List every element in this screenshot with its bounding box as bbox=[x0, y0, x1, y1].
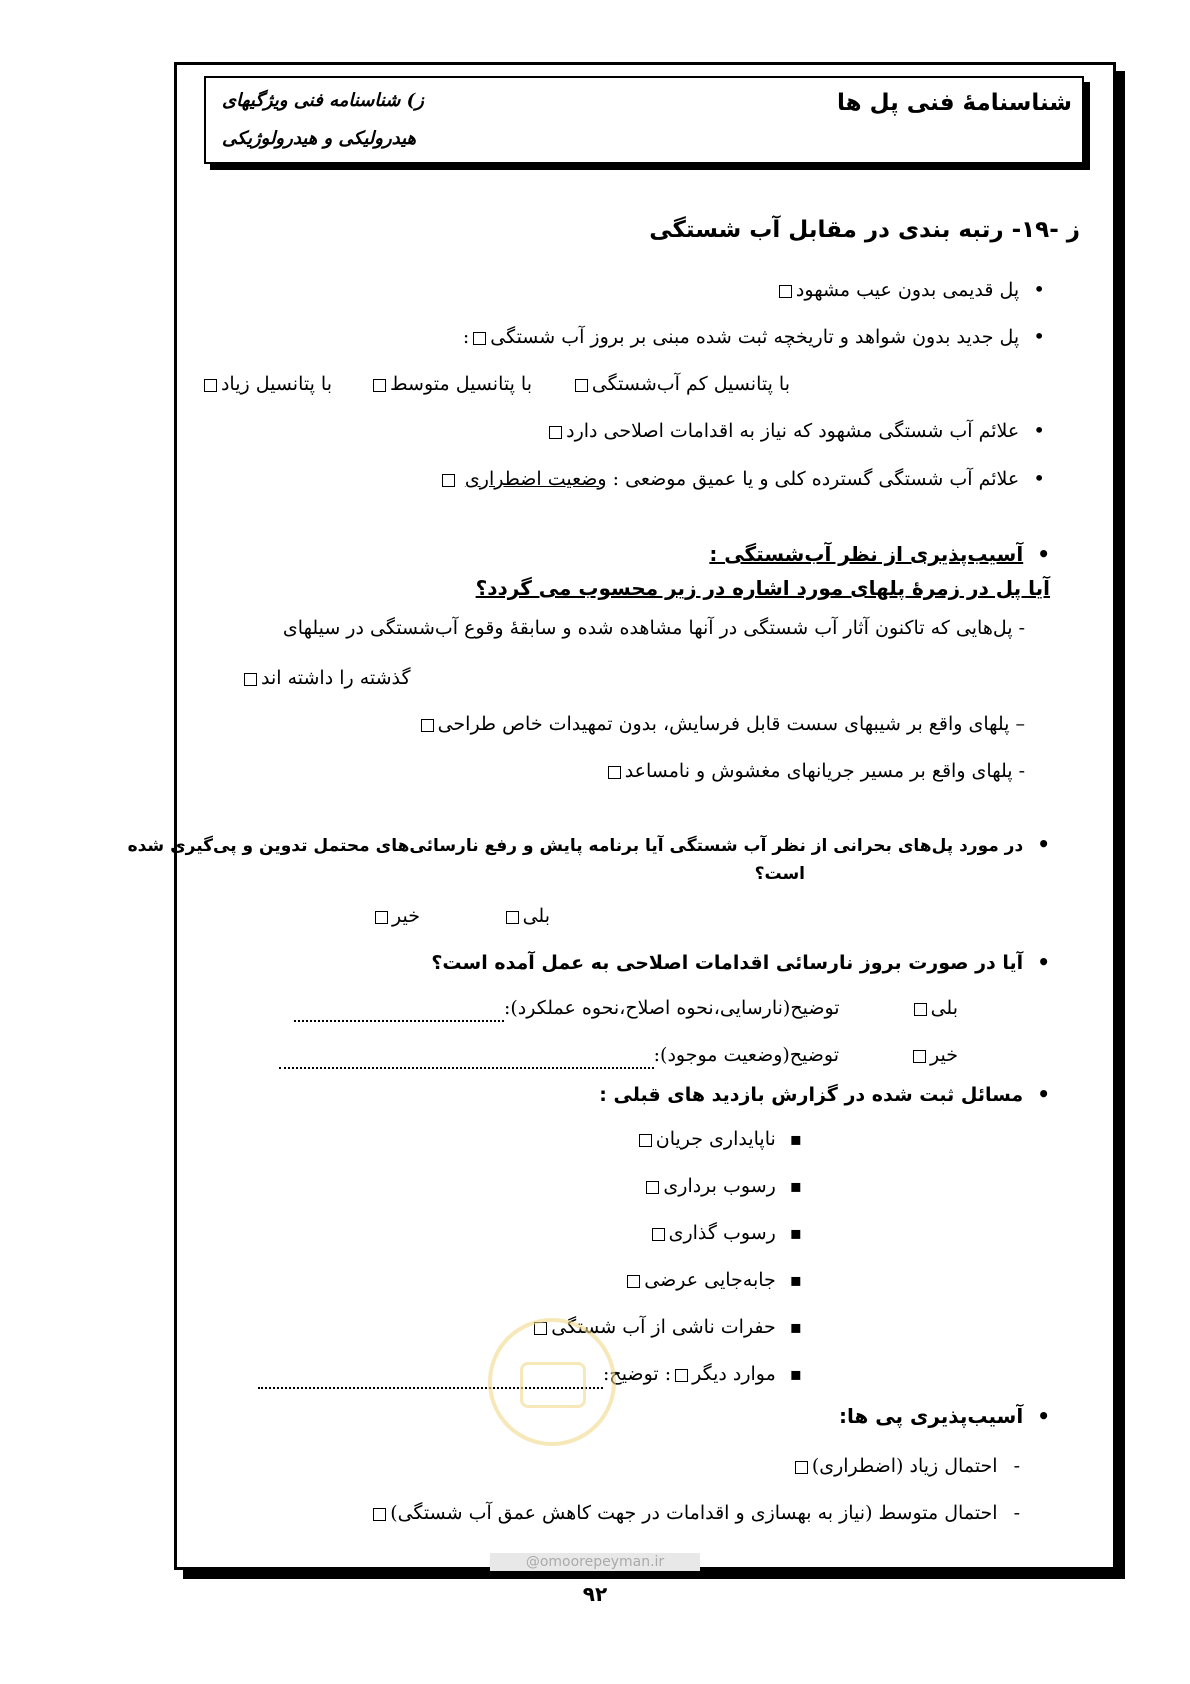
corrective-question: • آیا در صورت بروز نارسائی اقدامات اصلاحی به عمل آمده است؟ bbox=[431, 948, 1050, 977]
section-subtitle-line1: ز) شناسنامه فنی ویژگیهای bbox=[222, 90, 424, 111]
foundation-high: -احتمال زیاد (اضطراری) bbox=[791, 1452, 1020, 1480]
section-subtitle-line2: هیدرولیکی و هیدرولوژیکی bbox=[222, 128, 417, 149]
critical-question-line1: • در مورد پل‌های بحرانی از نظر آب شستگی آیا برنامه پایش و رفع نارسائی‌های محتمل تدوین و پی‌گیری شده bbox=[128, 830, 1050, 860]
issue-other: ▪ موارد دیگر: توضیح: bbox=[258, 1360, 802, 1389]
issue-item: ▪ رسوب برداری bbox=[642, 1172, 802, 1201]
issues-title: • مسائل ثبت شده در گزارش بازدید های قبلی : bbox=[599, 1080, 1050, 1109]
watermark-seal-icon bbox=[488, 1318, 616, 1446]
critical-yes: بلی bbox=[502, 902, 550, 930]
checkbox[interactable] bbox=[627, 1275, 640, 1288]
checkbox[interactable] bbox=[373, 379, 386, 392]
critical-question-line2: است؟ bbox=[754, 864, 805, 884]
vulnerability-question: آیا پل در زمرهٔ پلهای مورد اشاره در زیر محسوب می گردد؟ bbox=[475, 576, 1050, 600]
vulnerability-option-1-line2: گذشته را داشته اند bbox=[240, 664, 1025, 692]
checkbox[interactable] bbox=[575, 379, 588, 392]
critical-no: خیر bbox=[371, 902, 420, 930]
checkbox[interactable] bbox=[675, 1369, 688, 1382]
checkbox[interactable] bbox=[652, 1228, 665, 1241]
checkbox[interactable] bbox=[914, 1003, 927, 1016]
vulnerability-title: • آسیب‌پذیری از نظر آب‌شستگی : bbox=[709, 540, 1050, 568]
checkbox[interactable] bbox=[639, 1134, 652, 1147]
vulnerability-option-1-line1: - پل‌هایی که تاکنون آثار آب شستگی در آنها مشاهده شده و سابقهٔ وقوع آب‌شستگی در سیلهای bbox=[282, 617, 1025, 639]
issue-item: ▪ حفرات ناشی از آب شستگی bbox=[530, 1313, 802, 1342]
rating-item-2: • پل جدید بدون شواهد و تاریخچه ثبت شده مبنی بر بروز آب شستگی: bbox=[463, 322, 1045, 351]
watermark-site: @omoorepeyman.ir bbox=[490, 1553, 700, 1571]
checkbox[interactable] bbox=[373, 1508, 386, 1521]
checkbox[interactable] bbox=[506, 911, 519, 924]
status-emergency: وضعیت اضطراری bbox=[464, 468, 607, 490]
foundation-title: • آسیب‌پذیری پی ها: bbox=[839, 1402, 1050, 1430]
checkbox[interactable] bbox=[442, 474, 455, 487]
corrective-no: خیرتوضیح(وضعیت موجود): bbox=[279, 1041, 958, 1069]
document-header bbox=[204, 76, 1084, 164]
rating-item-1: • پل قدیمی بدون عیب مشهود bbox=[775, 275, 1045, 304]
checkbox[interactable] bbox=[473, 332, 486, 345]
checkbox[interactable] bbox=[421, 719, 434, 732]
rating-item-3: • علائم آب شستگی مشهود که نیاز به اقدامات اصلاحی دارد bbox=[545, 416, 1045, 445]
rating-item-4: • علائم آب شستگی گسترده کلی و یا عمیق موضعی : وضعیت اضطراری bbox=[438, 464, 1045, 493]
checkbox[interactable] bbox=[608, 766, 621, 779]
foundation-mid: -احتمال متوسط (نیاز به بهسازی و اقدامات در جهت کاهش عمق آب شستگی) bbox=[369, 1499, 1020, 1527]
vulnerability-option-3: - پلهای واقع بر مسیر جریانهای مغشوش و نامساعد bbox=[604, 757, 1025, 785]
checkbox[interactable] bbox=[549, 426, 562, 439]
corrective-yes: بلیتوضیح(نارسایی،نحوه اصلاح،نحوه عملکرد): bbox=[294, 994, 958, 1022]
section-title: ز -۱۹- رتبه بندی در مقابل آب شستگی bbox=[649, 217, 1080, 243]
potential-high: با پتانسیل زیاد bbox=[200, 370, 332, 398]
checkbox[interactable] bbox=[913, 1050, 926, 1063]
document-title: شناسنامهٔ فنی پل ها bbox=[837, 90, 1072, 116]
checkbox[interactable] bbox=[204, 379, 217, 392]
potential-low: با پتانسیل کم آب‌شستگی bbox=[571, 370, 790, 398]
checkbox[interactable] bbox=[244, 673, 257, 686]
potential-mid: با پتانسیل متوسط bbox=[369, 370, 532, 398]
issue-item: ▪ رسوب گذاری bbox=[648, 1219, 802, 1248]
issue-item: ▪ ناپایداری جریان bbox=[635, 1125, 802, 1154]
checkbox[interactable] bbox=[375, 911, 388, 924]
checkbox[interactable] bbox=[795, 1461, 808, 1474]
page-number: ۹۲ bbox=[582, 1582, 608, 1606]
checkbox[interactable] bbox=[646, 1181, 659, 1194]
vulnerability-option-2: – پلهای واقع بر شیبهای سست قابل فرسایش، بدون تمهیدات خاص طراحی bbox=[417, 710, 1025, 738]
issue-item: ▪ جابه‌جایی عرضی bbox=[623, 1266, 802, 1295]
checkbox[interactable] bbox=[779, 285, 792, 298]
